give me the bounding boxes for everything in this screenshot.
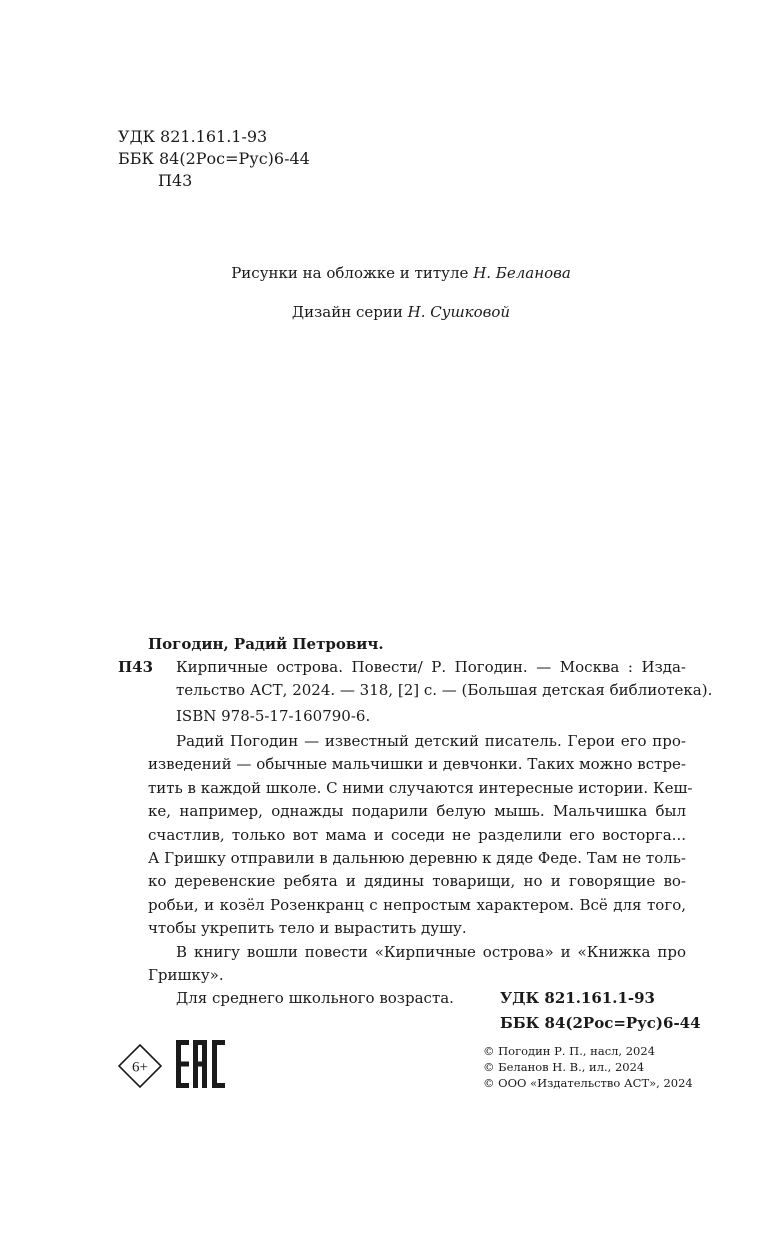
catalog-line-2: тельство АСТ, 2024. — 318, [2] с. — (Большая детская библиотека). [176,681,713,699]
udk-code-bottom: УДК 821.161.1-93 [500,989,655,1007]
catalog-author: Погодин, Радий Петрович. [148,635,384,653]
annotation-line: чтобы укрепить тело и вырастить душу. [148,919,467,938]
audience-note: Для среднего школьного возраста. [176,989,454,1008]
bbk-code-bottom: ББК 84(2Рос=Рус)6-44 [500,1014,701,1032]
age-rating-badge [118,1044,162,1088]
designer-name: Н. Сушковой [407,303,511,321]
age-rating-diamond-icon [118,1044,162,1088]
cover-illustration-credit [0,264,768,282]
annotation-line: изведений — обычные мальчишки и девчонки. Таких можно встре- [148,755,686,774]
annotation-line: ко деревенские ребята и дядины товарищи, но и говорящие во- [148,872,686,891]
annotation-paragraph-2 [148,941,686,988]
copyright-line: © Беланов Н. В., ил., 2024 [483,1060,645,1074]
annotation-paragraph-1 [148,730,693,941]
copyright-line: © Погодин Р. П., насл, 2024 [483,1044,656,1058]
annotation [148,730,693,1011]
annotation-line: Гришку». [148,966,224,985]
catalog-author-mark: П43 [118,658,154,676]
annotation-line: счастлив, только вот мама и соседи не разделили его восторга... [148,825,686,844]
age-rating-text: 6+ [132,1059,148,1076]
bbk-code-top: ББК 84(2Рос=Рус)6-44 [118,149,310,168]
annotation-line: тить в каждой школе. С ними случаются интересные истории. Кеш- [148,778,693,797]
bottom-classification [500,986,701,1036]
annotation-line: ке, например, однажды подарили белую мышь. Мальчишка был [148,802,686,821]
copyright-line: © ООО «Издательство АСТ», 2024 [483,1076,693,1090]
author-mark-top: П43 [158,171,193,190]
series-design-credit [0,303,768,321]
eac-conformity-icon [176,1040,226,1088]
top-classification [118,126,310,192]
annotation-line: Радий Погодин — известный детский писатель. Герои его про- [176,732,686,750]
udk-code-top: УДК 821.161.1-93 [118,127,268,146]
design-credit-prefix: Дизайн серии [291,303,403,321]
cover-credit-prefix: Рисунки на обложке и титуле [231,264,469,282]
cover-artist-name: Н. Беланова [473,264,571,282]
annotation-line: А Гришку отправили в дальнюю деревню к дяде Феде. Там не толь- [148,849,686,868]
catalog-entry [118,656,713,702]
catalog-line-1: Кирпичные острова. Повести/ Р. Погодин. — Москва : Изда- [176,658,686,676]
annotation-line: В книгу вошли повести «Кирпичные острова» и «Книжка про [176,942,686,961]
annotation-line: робьи, и козёл Розенкранц с непростым характером. Всё для того, [148,895,686,914]
copyright-block [483,1043,693,1091]
isbn: ISBN 978-5-17-160790-6. [176,707,371,725]
